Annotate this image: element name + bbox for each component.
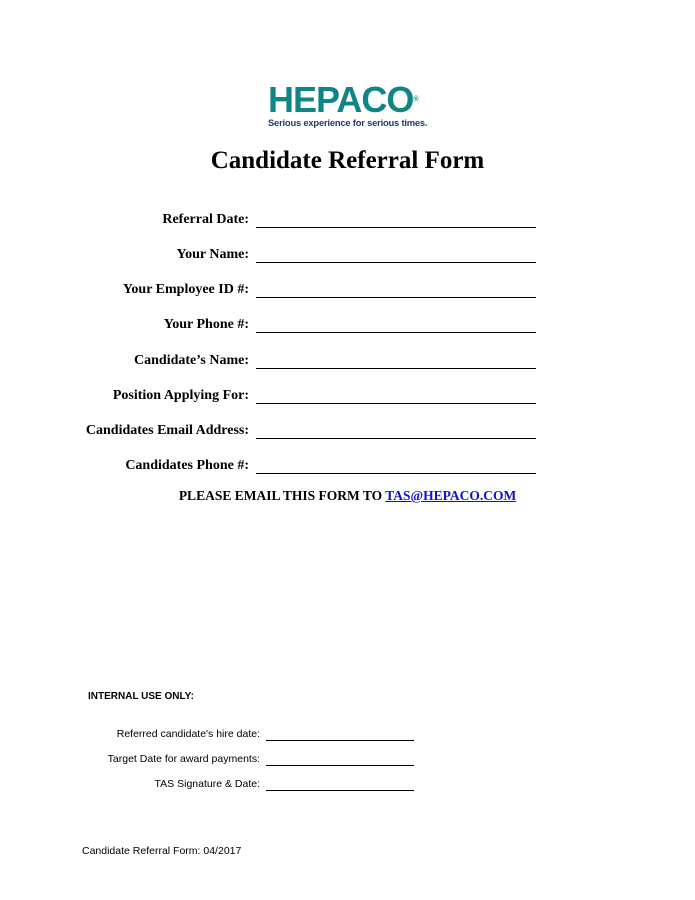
tas-signature-field[interactable] [266,790,414,791]
form-row-position [0,387,695,407]
your-phone-field[interactable] [256,332,536,333]
email-instructions [0,487,695,505]
form-row-employee-id [0,281,695,301]
hepaco-logo [268,79,428,130]
internal-row-hire-date [0,728,695,744]
logo-tagline: Serious experience for serious times. [268,117,428,128]
your-name-label: Your Name: [176,247,249,262]
employee-id-field[interactable] [256,297,536,298]
candidate-email-label: Candidates Email Address: [85,423,249,438]
form-row-candidate-name [0,352,695,372]
hire-date-field[interactable] [266,740,414,741]
logo-wordmark: HEPACO® [268,79,419,120]
candidate-phone-field[interactable] [256,473,536,474]
footer-version: Candidate Referral Form: 04/2017 [82,845,242,857]
your-name-field[interactable] [256,262,536,263]
award-date-field[interactable] [266,765,414,766]
hire-date-label: Referred candidate's hire date: [116,728,260,740]
tas-signature-label: TAS Signature & Date: [154,778,260,790]
form-row-candidate-phone [0,457,695,477]
your-phone-label: Your Phone #: [163,317,249,332]
position-label: Position Applying For: [112,388,249,403]
form-row-your-name [0,246,695,266]
internal-row-award-date [0,753,695,769]
candidate-phone-label: Candidates Phone #: [125,458,249,473]
award-date-label: Target Date for award payments: [107,753,260,765]
candidate-name-field[interactable] [256,368,536,369]
form-row-candidate-email [0,422,695,442]
position-field[interactable] [256,403,536,404]
candidate-email-field[interactable] [256,438,536,439]
internal-use-heading: INTERNAL USE ONLY: [88,691,194,702]
email-link[interactable]: TAS@HEPACO.COM [385,488,517,503]
employee-id-label: Your Employee ID #: [122,282,249,297]
internal-row-tas-signature [0,778,695,794]
candidate-name-label: Candidate’s Name: [134,353,249,368]
page-title: Candidate Referral Form [210,147,485,174]
email-instructions-text: PLEASE EMAIL THIS FORM TO [178,488,386,503]
form-row-referral-date [0,211,695,231]
referral-date-field[interactable] [256,227,536,228]
form-row-your-phone [0,316,695,336]
referral-date-label: Referral Date: [162,212,249,227]
